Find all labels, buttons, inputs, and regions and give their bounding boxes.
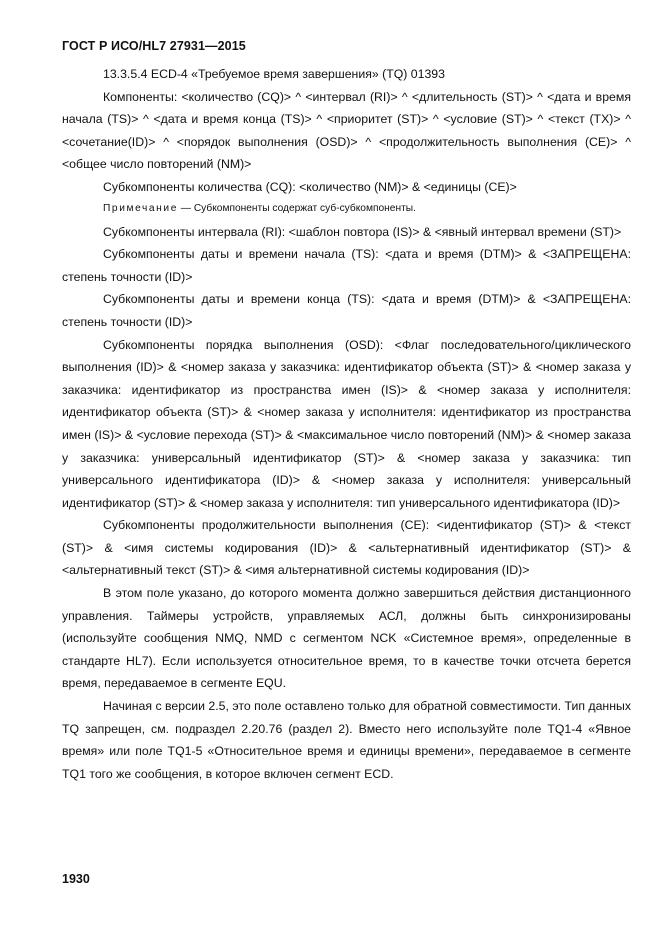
page-number: 1930: [62, 872, 90, 886]
interval-subcomponents: Субкомпоненты интервала (RI): <шаблон повтора (IS)> & <явный интервал времени (ST)>: [103, 224, 622, 239]
standard-header: ГОСТ Р ИСО/HL7 27931—2015: [62, 39, 246, 53]
note-text: — Субкомпоненты содержат суб-субкомпоненты.: [177, 202, 416, 214]
duration-subcomponents: Субкомпоненты продолжительности выполнения (CE): <идентификатор (ST)> & <текст (ST)> & <имя системы кодирования (ID)> & <альтернативный идентификатор (ST)> & <альтернативный текст (ST)> & <имя альтернативной системы кодирования (ID)>: [62, 518, 631, 578]
note-label: Примечание: [103, 202, 178, 214]
field-description-paragraph: В этом поле указано, до которого момента должно завершиться действия дистанционного управления. Таймеры устройств, управляемых АСЛ, должны быть синхронизированы (используйте сообщения NMQ, NMD с сегментом NCK «Системное время», определенные в стандарте HL7). Если используется относительное время, то в качестве точки отсчета берется время, передаваемое в сегменте EQU.: [62, 586, 631, 691]
end-datetime-subcomponents: Субкомпоненты даты и времени конца (TS): <дата и время (DTM)> & <ЗАПРЕЩЕНА: степень точности (ID)>: [62, 292, 631, 329]
version-note-paragraph: Начиная с версии 2.5, это поле оставлено только для обратной совместимости. Тип данных TQ запрещен, см. подраздел 2.20.76 (раздел 2). Вместо него используйте поле TQ1-4 «Явное время» или поле TQ1-5 «Относительное время и единицы времени», передаваемое в сегменте TQ1 того же сообщения, в которое включен сегмент ECD.: [62, 699, 631, 781]
quantity-subcomponents: Субкомпоненты количества (CQ): <количество (NM)> & <единицы (CE)>: [103, 179, 517, 194]
note: [62, 200, 631, 218]
order-sequencing-subcomponents: Субкомпоненты порядка выполнения (OSD): <Флаг последовательного/циклического выполнения (ID)> & <номер заказа у заказчика: идентификатор объекта (ST)> & <номер заказа у заказчика: идентификатор из пространства имен (IS)> & <номер заказа у исполнителя: идентификатор объекта (ST)> & <номер заказа у исполнителя: идентификатор из пространства имен (IS)> & <условие перехода (ST)> & <максимальное число повторений (NM)> & <номер заказа у заказчика: универсальный идентификатор (ST)> & <номер заказа у заказчика: тип универсального идентификатора (ID)> & <номер заказа у исполнителя: универсальный идентификатор (ST)> & <номер заказа у исполнителя: тип универсального идентификатора (ID)>: [62, 337, 631, 510]
start-datetime-subcomponents: Субкомпоненты даты и времени начала (TS): <дата и время (DTM)> & <ЗАПРЕЩЕНА: степень точности (ID)>: [62, 247, 631, 284]
document-body: [62, 63, 631, 785]
components-paragraph: Компоненты: <количество (CQ)> ^ <интервал (RI)> ^ <длительность (ST)> ^ <дата и время начала (TS)> ^ <дата и время конца (TS)> ^ <приоритет (ST)> ^ <условие (ST)> ^ <текст (TX)> ^ <сочетание(ID)> ^ <порядок выполнения (OSD)> ^ <продолжительность выполнения (CE)> ^ <общее число повторений (NM)>: [62, 89, 631, 172]
section-title: 13.3.5.4 ECD-4 «Требуемое время завершения» (TQ) 01393: [103, 67, 445, 81]
